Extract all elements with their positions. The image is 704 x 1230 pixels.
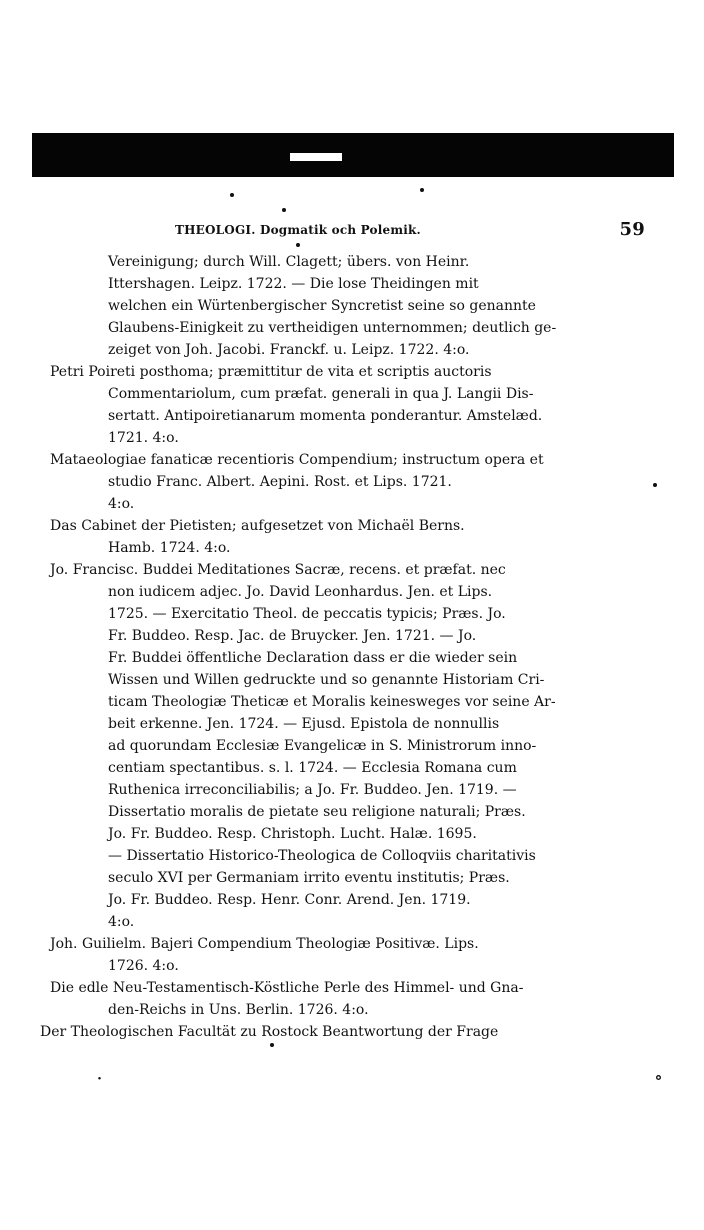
top-black-band <box>32 133 674 177</box>
text-line: sertatt. Antipoiretianarum momenta ponderantur. Amstelæd. <box>108 408 543 424</box>
text-line: non iudicem adjec. Jo. David Leonhardus. Jen. et Lips. <box>108 584 493 600</box>
text-line: Die edle Neu-Testamentisch-Köstliche Perle des Himmel- und Gna- <box>50 980 524 996</box>
text-line: 1725. — Exercitatio Theol. de peccatis typicis; Præs. Jo. <box>108 606 506 622</box>
print-speck <box>270 1043 274 1047</box>
text-line: Petri Poireti posthoma; præmittitur de vita et scriptis auctoris <box>50 364 492 380</box>
footer-mark-left: ˙ <box>95 1075 104 1096</box>
text-line: den-Reichs in Uns. Berlin. 1726. 4:o. <box>108 1002 369 1018</box>
print-speck <box>296 243 300 247</box>
text-line: Jo. Fr. Buddeo. Resp. Christoph. Lucht. Halæ. 1695. <box>108 826 477 842</box>
text-line: 1721. 4:o. <box>108 430 179 446</box>
page-header <box>175 219 645 243</box>
footer-mark-right: ˚ <box>654 1075 663 1096</box>
text-line: Fr. Buddei öffentliche Declaration dass er die wieder sein <box>108 650 518 666</box>
text-line: 4:o. <box>108 914 135 930</box>
text-line: zeiget von Joh. Jacobi. Franckf. u. Leipz. 1722. 4:o. <box>108 342 470 358</box>
text-line: beit erkenne. Jen. 1724. — Ejusd. Epistola de nonnullis <box>108 716 500 732</box>
text-line: 1726. 4:o. <box>108 958 179 974</box>
print-speck <box>230 193 234 197</box>
text-line: Commentariolum, cum præfat. generali in qua J. Langii Dis- <box>108 386 534 402</box>
text-line: Jo. Francisc. Buddei Meditationes Sacræ, recens. et præfat. nec <box>50 562 506 578</box>
text-line: Dissertatio moralis de pietate seu religione naturali; Præs. <box>108 804 526 820</box>
page-number: 59 <box>619 219 645 240</box>
text-line: Der Theologischen Facultät zu Rostock Beantwortung der Frage <box>40 1024 499 1040</box>
text-line: Wissen und Willen gedruckte und so genannte Historiam Cri- <box>108 672 545 688</box>
text-line: ticam Theologiæ Theticæ et Moralis keinesweges vor seine Ar- <box>108 694 556 710</box>
print-speck <box>420 188 424 192</box>
text-line: ad quorundam Ecclesiæ Evangelicæ in S. Ministrorum inno- <box>108 738 537 754</box>
band-white-mark <box>290 153 342 161</box>
text-line: studio Franc. Albert. Aepini. Rost. et Lips. 1721. <box>108 474 452 490</box>
page-body <box>40 252 652 1112</box>
text-line: centiam spectantibus. s. l. 1724. — Ecclesia Romana cum <box>108 760 517 776</box>
text-line: welchen ein Würtenbergischer Syncretist seine so genannte <box>108 298 536 314</box>
text-line: Das Cabinet der Pietisten; aufgesetzet von Michaël Berns. <box>50 518 465 534</box>
text-line: Glaubens-Einigkeit zu vertheidigen unternommen; deutlich ge- <box>108 320 557 336</box>
text-line: seculo XVI per Germaniam irrito eventu institutis; Præs. <box>108 870 510 886</box>
text-line: Joh. Guilielm. Bajeri Compendium Theologiæ Positivæ. Lips. <box>50 936 479 952</box>
text-line: Vereinigung; durch Will. Clagett; übers. von Heinr. <box>108 254 470 270</box>
text-line: Mataeologiae fanaticæ recentioris Compendium; instructum opera et <box>50 452 544 468</box>
header-title: THEOLOGI. Dogmatik och Polemik. <box>175 223 421 237</box>
text-line: Ittershagen. Leipz. 1722. — Die lose Theidingen mit <box>108 276 479 292</box>
text-line: Ruthenica irreconciliabilis; a Jo. Fr. Buddeo. Jen. 1719. — <box>108 782 517 798</box>
text-line: Hamb. 1724. 4:o. <box>108 540 231 556</box>
text-line: — Dissertatio Historico-Theologica de Colloqviis charitativis <box>108 848 536 864</box>
text-line: 4:o. <box>108 496 135 512</box>
print-speck <box>653 483 657 487</box>
print-speck <box>282 208 286 212</box>
text-line: Fr. Buddeo. Resp. Jac. de Bruycker. Jen. 1721. — Jo. <box>108 628 477 644</box>
text-line: Jo. Fr. Buddeo. Resp. Henr. Conr. Arend. Jen. 1719. <box>108 892 471 908</box>
